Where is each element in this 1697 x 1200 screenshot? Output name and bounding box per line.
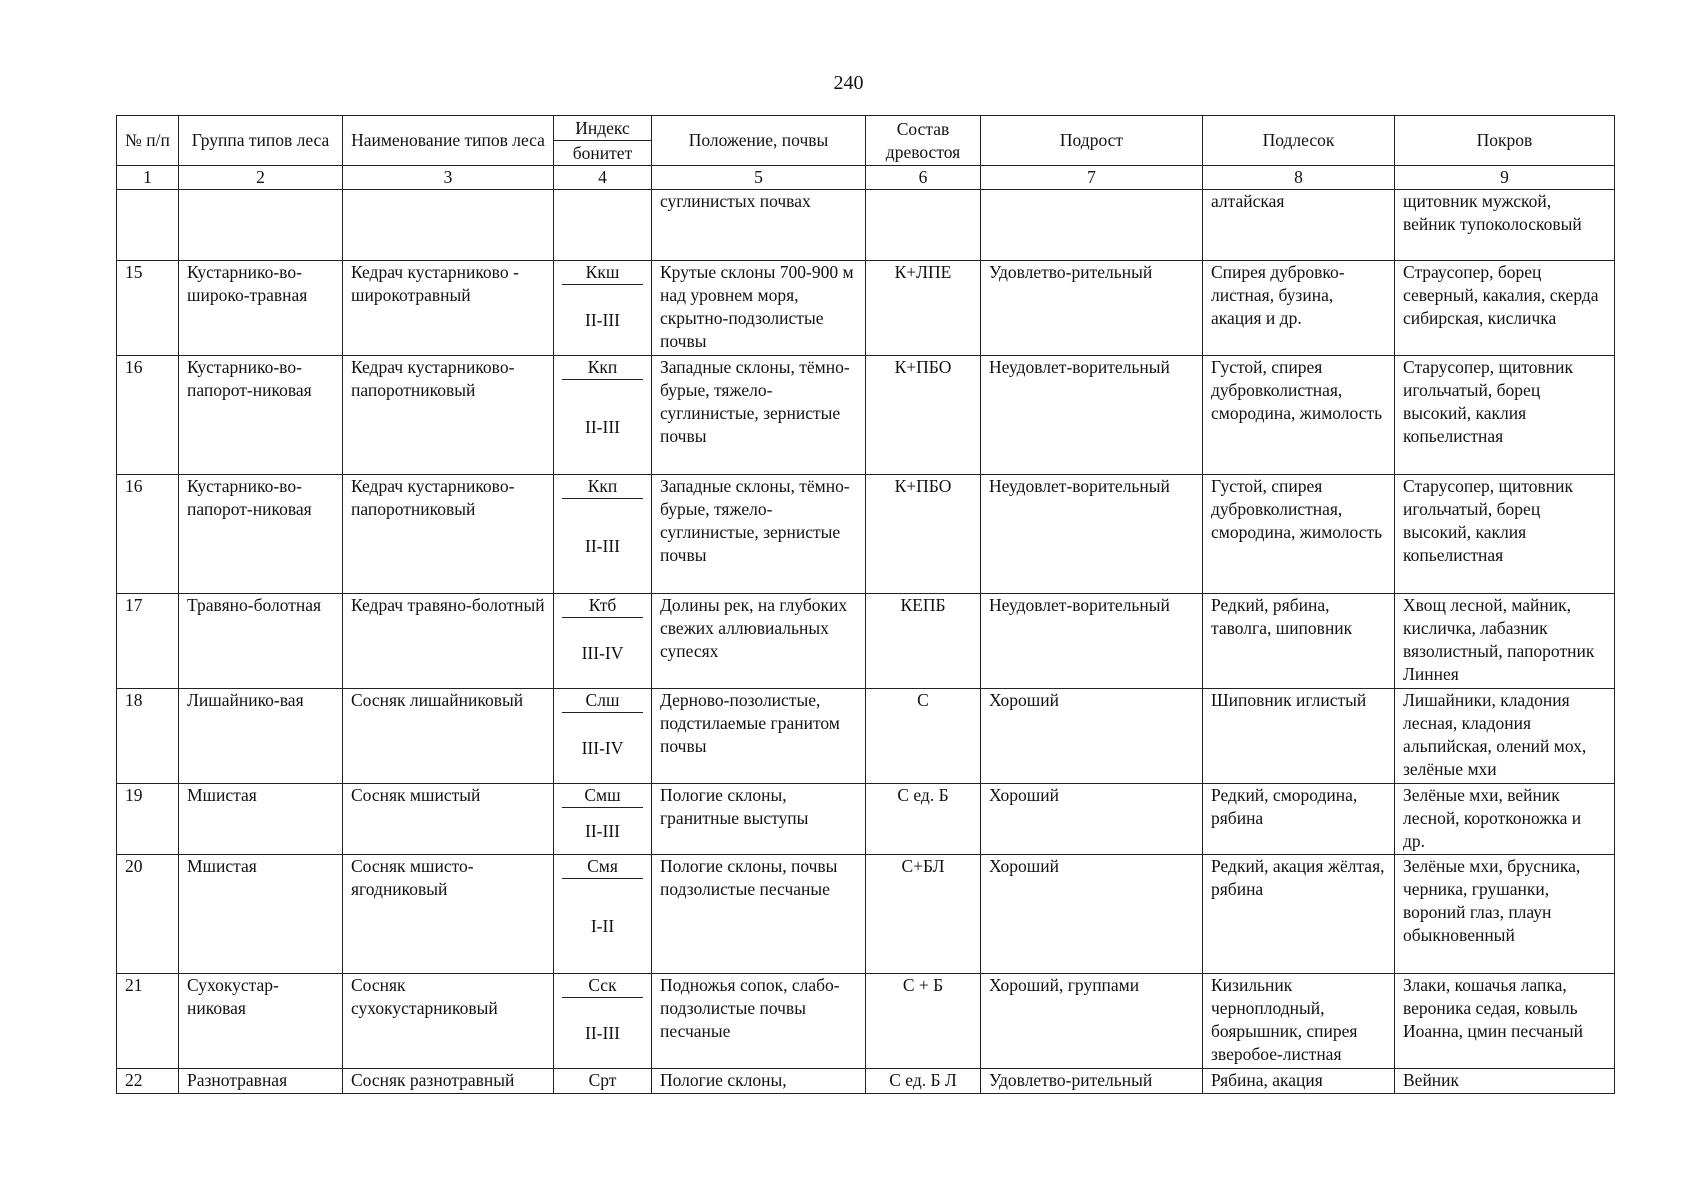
row-cover: Злаки, кошачья лапка, вероника седая, ковыль Иоанна, цмин песчаный: [1395, 974, 1615, 1069]
row-number: 18: [117, 689, 179, 784]
row-underwood: Густой, спирея дубровколистная, смородина, жимолость: [1203, 475, 1395, 594]
row-underwood: Густой, спирея дубровколистная, смородина, жимолость: [1203, 356, 1395, 475]
row-group: Кустарнико-во-широко-травная: [179, 261, 343, 356]
table-row: [117, 855, 1615, 974]
row-name: Кедрач травяно-болотный: [343, 594, 554, 689]
column-number: 5: [652, 166, 866, 190]
row-cover: Зелёные мхи, вейник лесной, коротконожка и др.: [1395, 784, 1615, 855]
row-underwood: Спирея дубровко-листная, бузина, акация и др.: [1203, 261, 1395, 356]
row-number: 15: [117, 261, 179, 356]
row-underwood: алтайская: [1203, 190, 1395, 261]
row-undergrowth: Хороший, группами: [981, 974, 1203, 1069]
row-number: 16: [117, 475, 179, 594]
row-position: Долины рек, на глубоких свежих аллювиальных супесях: [652, 594, 866, 689]
row-number: [117, 190, 179, 261]
row-undergrowth: Удовлетво-рительный: [981, 261, 1203, 356]
column-number: 6: [866, 166, 981, 190]
row-index: Ккп: [562, 356, 643, 380]
row-name: Сосняк разнотравный: [343, 1069, 554, 1094]
header-index-top: Индекс: [554, 116, 651, 141]
row-cover: Лишайники, кладония лесная, кладония альпийская, олений мох, зелёные мхи: [1395, 689, 1615, 784]
header-num: № п/п: [117, 116, 179, 166]
row-name: Кедрач кустарниково - широкотравный: [343, 261, 554, 356]
column-number: 4: [554, 166, 652, 190]
row-index: Смш: [562, 784, 643, 808]
row-name: Сосняк сухокустарниковый: [343, 974, 554, 1069]
row-position: Пологие склоны, гранитные выступы: [652, 784, 866, 855]
row-bonitet: III-IV: [581, 642, 624, 663]
row-index: [562, 190, 643, 213]
row-index: Ккп: [562, 475, 643, 499]
row-name: [343, 190, 554, 261]
row-position: Западные склоны, тёмно-бурые, тяжело-суглинистые, зернистые почвы: [652, 356, 866, 475]
row-group: Кустарнико-во-папорот-никовая: [179, 356, 343, 475]
row-index: Ктб: [562, 594, 643, 618]
row-group: Мшистая: [179, 784, 343, 855]
table-row: [117, 475, 1615, 594]
row-underwood: Редкий, акация жёлтая, рябина: [1203, 855, 1395, 974]
row-underwood: Кизильник черноплодный, боярышник, спирея зверобое-листная: [1203, 974, 1395, 1069]
header-undergrowth: Подрост: [981, 116, 1203, 166]
row-cover: Старусопер, щитовник игольчатый, борец высокий, каклия копьелистная: [1395, 475, 1615, 594]
page-number: 240: [833, 72, 864, 94]
table-row: [117, 1069, 1615, 1094]
row-index-cell: [554, 190, 652, 261]
row-group: Травяно-болотная: [179, 594, 343, 689]
header-index: [554, 116, 652, 166]
row-index-cell: [554, 475, 652, 594]
row-number: 17: [117, 594, 179, 689]
row-cover: Старусопер, щитовник игольчатый, борец высокий, каклия копьелистная: [1395, 356, 1615, 475]
row-position: Пологие склоны, почвы подзолистые песчаные: [652, 855, 866, 974]
row-undergrowth: Хороший: [981, 689, 1203, 784]
row-bonitet: [562, 213, 643, 260]
row-index-cell: [554, 689, 652, 784]
header-composition: Состав древостоя: [866, 116, 981, 166]
row-index-cell: [554, 356, 652, 475]
column-number-row: [117, 166, 1615, 190]
header-group: Группа типов леса: [179, 116, 343, 166]
row-composition: КЕПБ: [866, 594, 981, 689]
row-bonitet: II-III: [585, 535, 620, 556]
row-name: Кедрач кустарниково-папоротниковый: [343, 475, 554, 594]
table-row: [117, 356, 1615, 475]
row-group: Мшистая: [179, 855, 343, 974]
row-index: Ккш: [562, 261, 643, 285]
row-position: Западные склоны, тёмно-бурые, тяжело-суглинистые, зернистые почвы: [652, 475, 866, 594]
row-index-cell: [554, 261, 652, 356]
header-row: [117, 116, 1615, 166]
row-composition: С+БЛ: [866, 855, 981, 974]
row-bonitet: [562, 1092, 643, 1093]
forest-types-table: [116, 115, 1615, 1094]
header-cover: Покров: [1395, 116, 1615, 166]
row-composition: К+ПБО: [866, 475, 981, 594]
row-number: 19: [117, 784, 179, 855]
column-number: 1: [117, 166, 179, 190]
table-row: [117, 784, 1615, 855]
row-composition: [866, 190, 981, 261]
header-index-bottom: бонитет: [572, 143, 633, 163]
row-index: Смя: [562, 855, 643, 879]
row-underwood: Шиповник иглистый: [1203, 689, 1395, 784]
header-position: Положение, почвы: [652, 116, 866, 166]
row-index: Сск: [562, 974, 643, 998]
row-index: Слш: [562, 689, 643, 713]
row-index-cell: [554, 974, 652, 1069]
row-undergrowth: Хороший: [981, 784, 1203, 855]
row-group: Разнотравная: [179, 1069, 343, 1094]
row-index-cell: [554, 855, 652, 974]
row-undergrowth: Неудовлет-ворительный: [981, 475, 1203, 594]
row-index-cell: [554, 784, 652, 855]
row-number: 20: [117, 855, 179, 974]
row-position: Дерново-позолистые, подстилаемые гранитом почвы: [652, 689, 866, 784]
row-position: суглинистых почвах: [652, 190, 866, 261]
row-name: Сосняк лишайниковый: [343, 689, 554, 784]
header-underwood: Подлесок: [1203, 116, 1395, 166]
row-undergrowth: Неудовлет-ворительный: [981, 356, 1203, 475]
row-bonitet: II-III: [585, 309, 620, 330]
row-index: Срт: [588, 1070, 617, 1090]
column-number: 2: [179, 166, 343, 190]
row-composition: К+ПБО: [866, 356, 981, 475]
row-underwood: Редкий, смородина, рябина: [1203, 784, 1395, 855]
row-bonitet: II-III: [585, 820, 620, 841]
row-group: Кустарнико-во-папорот-никовая: [179, 475, 343, 594]
column-number: 8: [1203, 166, 1395, 190]
column-number: 3: [343, 166, 554, 190]
row-undergrowth: Хороший: [981, 855, 1203, 974]
row-name: Сосняк мшисто-ягодниковый: [343, 855, 554, 974]
row-cover: Страусопер, борец северный, какалия, скерда сибирская, кисличка: [1395, 261, 1615, 356]
row-bonitet: III-IV: [581, 737, 624, 758]
column-number: 7: [981, 166, 1203, 190]
row-number: 21: [117, 974, 179, 1069]
row-name: Сосняк мшистый: [343, 784, 554, 855]
column-number: 9: [1395, 166, 1615, 190]
row-bonitet: II-III: [585, 416, 620, 437]
row-composition: С ед. Б: [866, 784, 981, 855]
table-row: [117, 261, 1615, 356]
row-name: Кедрач кустарниково-папоротниковый: [343, 356, 554, 475]
row-group: Лишайнико-вая: [179, 689, 343, 784]
row-group: Сухокустар-никовая: [179, 974, 343, 1069]
row-bonitet: II-III: [585, 1022, 620, 1043]
row-undergrowth: Неудовлет-ворительный: [981, 594, 1203, 689]
table-row: [117, 974, 1615, 1069]
row-bonitet: I-II: [590, 915, 615, 936]
row-undergrowth: [981, 190, 1203, 261]
table-row: [117, 190, 1615, 261]
row-composition: С ед. Б Л: [866, 1069, 981, 1094]
header-name: Наименование типов леса: [343, 116, 554, 166]
row-composition: С + Б: [866, 974, 981, 1069]
row-cover: Вейник: [1395, 1069, 1615, 1094]
row-index-cell: [554, 1069, 652, 1094]
row-composition: С: [866, 689, 981, 784]
row-cover: Хвощ лесной, майник, кисличка, лабазник вязолистный, папоротник Линнея: [1395, 594, 1615, 689]
row-cover: Зелёные мхи, брусника, черника, грушанки, вороний глаз, плаун обыкновенный: [1395, 855, 1615, 974]
table-row: [117, 594, 1615, 689]
row-position: Крутые склоны 700-900 м над уровнем моря, скрытно-подзолистые почвы: [652, 261, 866, 356]
row-number: 16: [117, 356, 179, 475]
row-number: 22: [117, 1069, 179, 1094]
row-index-cell: [554, 594, 652, 689]
row-underwood: Рябина, акация: [1203, 1069, 1395, 1094]
table-row: [117, 689, 1615, 784]
row-composition: К+ЛПЕ: [866, 261, 981, 356]
row-group: [179, 190, 343, 261]
row-cover: щитовник мужской, вейник тупоколосковый: [1395, 190, 1615, 261]
row-position: Подножья сопок, слабо-подзолистые почвы песчаные: [652, 974, 866, 1069]
row-undergrowth: Удовлетво-рительный: [981, 1069, 1203, 1094]
row-underwood: Редкий, рябина, таволга, шиповник: [1203, 594, 1395, 689]
row-position: Пологие склоны,: [652, 1069, 866, 1094]
